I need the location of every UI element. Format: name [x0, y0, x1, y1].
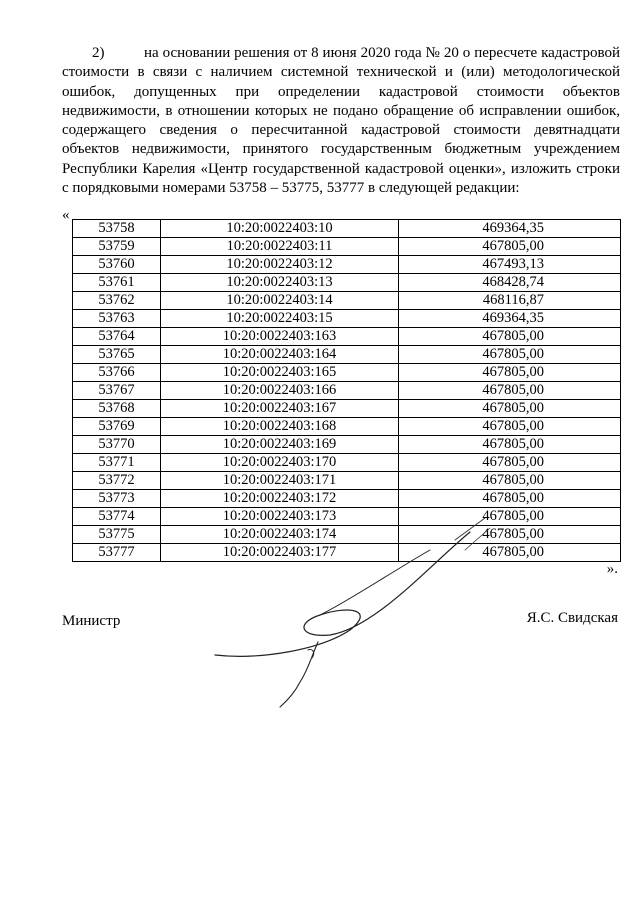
table-row	[73, 328, 621, 346]
signatory-title: Министр	[62, 613, 121, 629]
cadastral-value-cell: 467805,00	[399, 544, 621, 562]
cadastral-number-cell: 10:20:0022403:164	[161, 346, 399, 364]
cadastral-number-cell: 10:20:0022403:165	[161, 364, 399, 382]
row-number-cell: 53758	[73, 220, 161, 238]
cadastral-number-cell: 10:20:0022403:12	[161, 256, 399, 274]
row-number-cell: 53777	[73, 544, 161, 562]
cadastral-number-cell: 10:20:0022403:166	[161, 382, 399, 400]
row-number-cell: 53769	[73, 418, 161, 436]
table-row	[73, 454, 621, 472]
paragraph-text: на основании решения от 8 июня 2020 года № 20 о пересчете кадастровой стоимости в связи с наличием системной технической и (или) методологической ошибок, допущенных при определении кадастровой стоимости объектов недвижимости, в отношении которых не подано обращение об исправлении ошибок, содержащего сведения о пересчитанной кадастровой стоимости девятнадцати объектов недвижимости, принятого государственным бюджетным учреждением Республики Карелия «Центр государственной кадастровой оценки», изложить строки с порядковыми номерами 53758 – 53775, 53777 в следующей редакции:	[62, 45, 620, 197]
cadastral-value-cell: 468428,74	[399, 274, 621, 292]
cadastral-value-cell: 467805,00	[399, 508, 621, 526]
cadastral-value-cell: 467805,00	[399, 436, 621, 454]
cadastral-value-cell: 469364,35	[399, 220, 621, 238]
cadastral-value-cell: 467805,00	[399, 382, 621, 400]
cadastral-number-cell: 10:20:0022403:168	[161, 418, 399, 436]
cadastral-value-cell: 467805,00	[399, 346, 621, 364]
table-row	[73, 418, 621, 436]
row-number-cell: 53765	[73, 346, 161, 364]
body-paragraph	[62, 44, 620, 198]
cadastral-value-cell: 467805,00	[399, 328, 621, 346]
table-row	[73, 238, 621, 256]
row-number-cell: 53763	[73, 310, 161, 328]
item-number: 2)	[92, 45, 105, 61]
cadastral-value-cell: 467805,00	[399, 454, 621, 472]
table-row	[73, 346, 621, 364]
row-number-cell: 53768	[73, 400, 161, 418]
cadastral-number-cell: 10:20:0022403:167	[161, 400, 399, 418]
cadastral-value-cell: 467805,00	[399, 364, 621, 382]
cadastral-value-cell: 467805,00	[399, 526, 621, 544]
cadastral-number-cell: 10:20:0022403:163	[161, 328, 399, 346]
table-row	[73, 382, 621, 400]
cadastral-number-cell: 10:20:0022403:11	[161, 238, 399, 256]
row-number-cell: 53760	[73, 256, 161, 274]
cadastral-number-cell: 10:20:0022403:177	[161, 544, 399, 562]
table-row	[73, 472, 621, 490]
cadastral-value-cell: 468116,87	[399, 292, 621, 310]
row-number-cell: 53774	[73, 508, 161, 526]
cadastral-number-cell: 10:20:0022403:174	[161, 526, 399, 544]
row-number-cell: 53762	[73, 292, 161, 310]
row-number-cell: 53767	[73, 382, 161, 400]
cadastral-number-cell: 10:20:0022403:10	[161, 220, 399, 238]
signatory-name: Я.С. Свидская	[526, 610, 618, 626]
cadastral-value-cell: 467805,00	[399, 472, 621, 490]
row-number-cell: 53772	[73, 472, 161, 490]
cadastral-number-cell: 10:20:0022403:13	[161, 274, 399, 292]
row-number-cell: 53770	[73, 436, 161, 454]
opening-quote: «	[62, 207, 70, 223]
row-number-cell: 53761	[73, 274, 161, 292]
row-number-cell: 53764	[73, 328, 161, 346]
table-row	[73, 292, 621, 310]
cadastral-value-cell: 467805,00	[399, 400, 621, 418]
cadastral-value-cell: 469364,35	[399, 310, 621, 328]
row-number-cell: 53759	[73, 238, 161, 256]
table-row	[73, 436, 621, 454]
table-row	[73, 256, 621, 274]
cadastral-value-cell: 467805,00	[399, 238, 621, 256]
row-number-cell: 53771	[73, 454, 161, 472]
cadastral-number-cell: 10:20:0022403:14	[161, 292, 399, 310]
row-number-cell: 53775	[73, 526, 161, 544]
cadastral-number-cell: 10:20:0022403:173	[161, 508, 399, 526]
cadastral-number-cell: 10:20:0022403:170	[161, 454, 399, 472]
table-row	[73, 220, 621, 238]
cadastral-value-cell: 467493,13	[399, 256, 621, 274]
table-row	[73, 400, 621, 418]
row-number-cell: 53766	[73, 364, 161, 382]
cadastral-number-cell: 10:20:0022403:171	[161, 472, 399, 490]
cadastral-number-cell: 10:20:0022403:15	[161, 310, 399, 328]
table-row	[73, 310, 621, 328]
row-number-cell: 53773	[73, 490, 161, 508]
table-row	[73, 364, 621, 382]
cadastral-number-cell: 10:20:0022403:172	[161, 490, 399, 508]
table-row	[73, 274, 621, 292]
table-row	[73, 490, 621, 508]
closing-quote: ».	[606, 561, 618, 577]
cadastral-value-cell: 467805,00	[399, 418, 621, 436]
cadastral-value-cell: 467805,00	[399, 490, 621, 508]
cadastral-number-cell: 10:20:0022403:169	[161, 436, 399, 454]
handwritten-signature	[200, 510, 600, 710]
